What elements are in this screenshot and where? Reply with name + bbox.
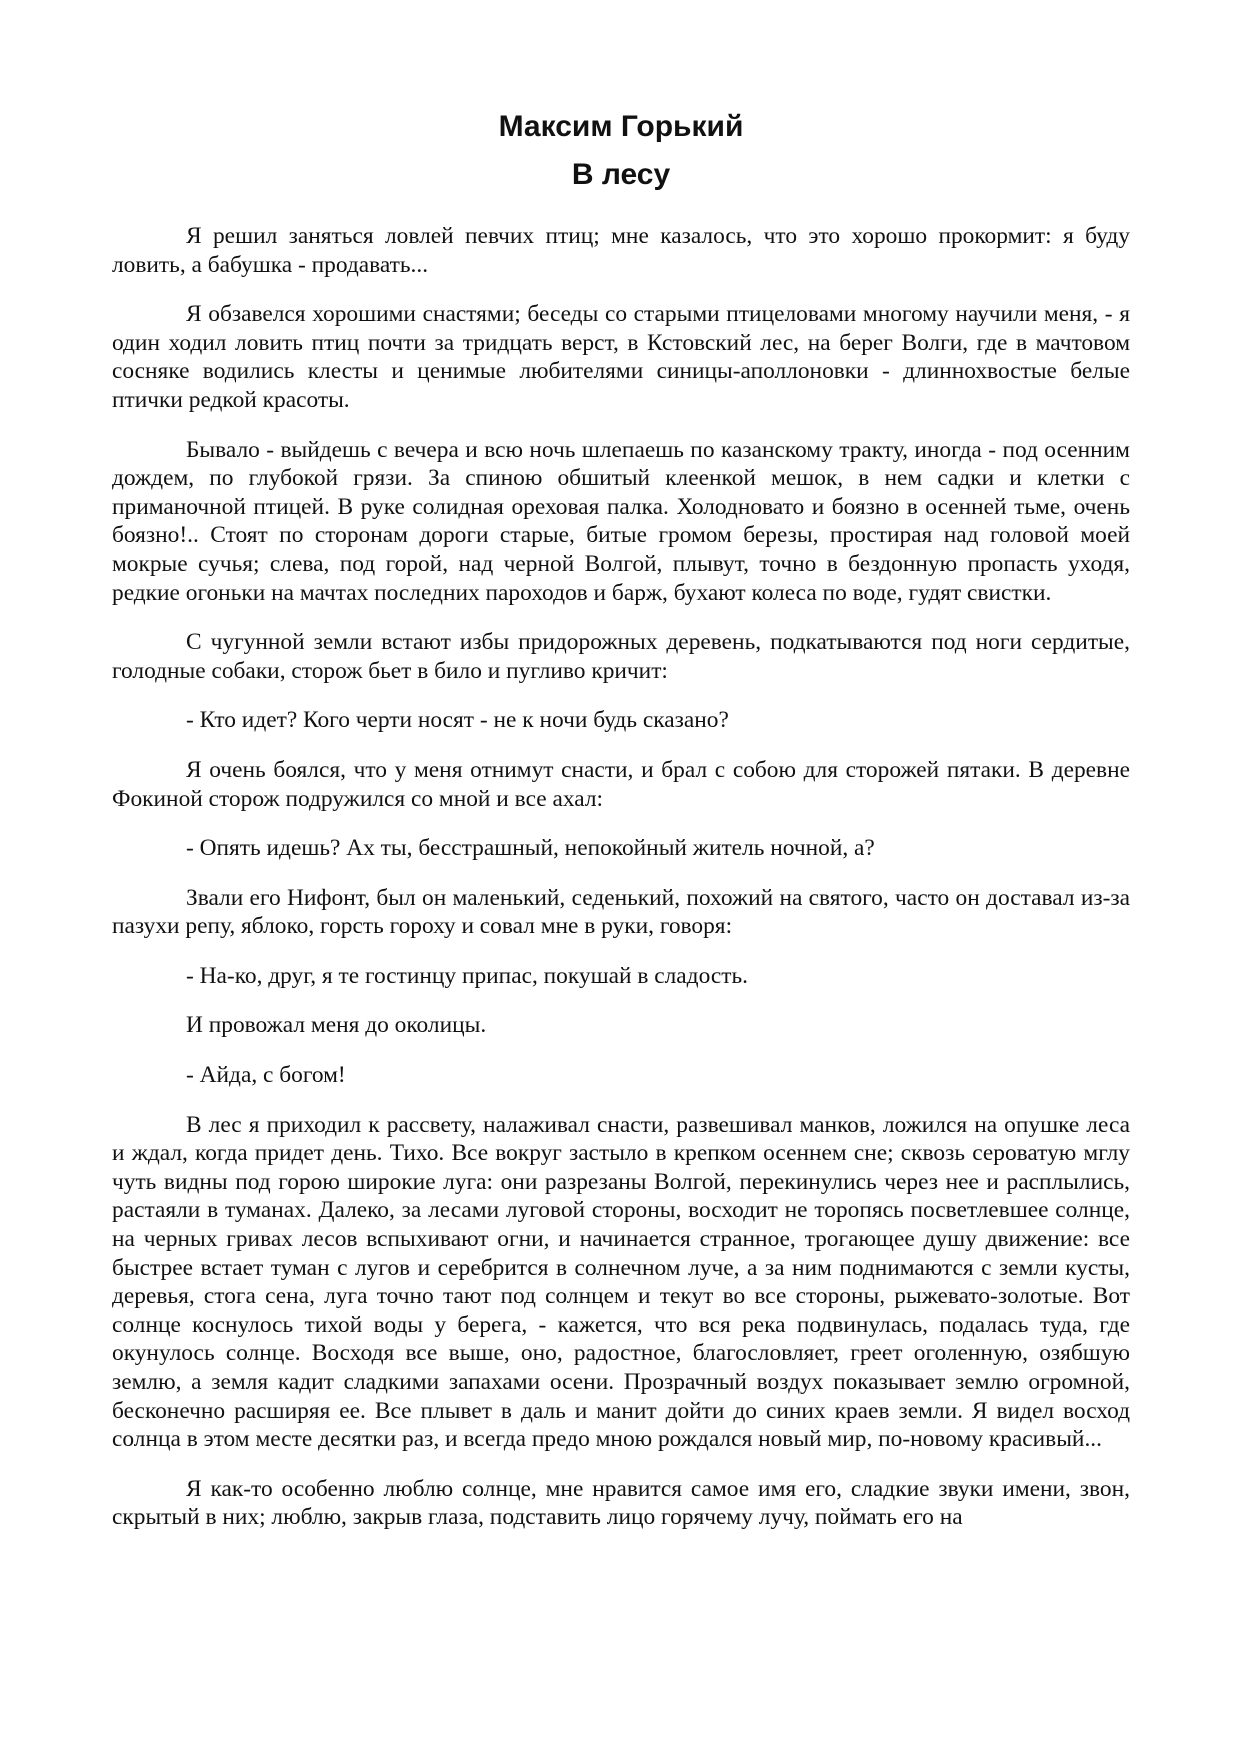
dialogue-line: - Кто идет? Кого черти носят - не к ночи будь сказано?: [186, 707, 729, 734]
document-title: В лесу: [571, 158, 671, 191]
paragraph: Бывало - выйдешь с вечера и всю ночь шлепаешь по казанскому тракту, иногда - под осенним дождем, по глубокой грязи. За спиною обшитый клеенкой мешок, в нем садки и клетки с приманочной птицей. В руке солидная ореховая палка. Холодновато и боязно в осенней тьме, очень боязно!.. Стоят по сторонам дороги старые, битые громом березы, простирая над головой моей мокрые сучья; слева, под горой, над черной Волгой, плывут, точно в бездонную пропасть уходя, редкие огоньки на мачтах последних пароходов и барж, бухают колеса по воде, гудят свистки.: [112, 436, 1130, 606]
paragraph: Я решил заняться ловлей певчих птиц; мне казалось, что это хорошо прокормит: я буду ловить, а бабушка - продавать...: [112, 223, 1130, 278]
paragraph: Я как-то особенно люблю солнце, мне нравится самое имя его, сладкие звуки имени, звон, скрытый в них; люблю, закрыв глаза, подставить лицо горячему лучу, поймать его на: [112, 1475, 1130, 1531]
document-body: [112, 222, 1130, 1553]
paragraph: Я очень боялся, что у меня отнимут снасти, и брал с собою для сторожей пятаки. В деревне Фокиной сторож подружился со мной и все ахал:: [112, 756, 1130, 812]
paragraph: Звали его Нифонт, был он маленький, седенький, похожий на святого, часто он доставал из-за пазухи репу, яблоко, горсть гороху и совал мне в руки, говоря:: [112, 884, 1130, 940]
paragraph: С чугунной земли встают избы придорожных деревень, подкатываются под ноги сердитые, голодные собаки, сторож бьет в било и пугливо кричит:: [112, 629, 1130, 684]
paragraph: И провожал меня до околицы.: [186, 1012, 487, 1039]
dialogue-line: - На-ко, друг, я те гостинцу припас, покушай в сладость.: [186, 962, 748, 989]
paragraph: Я обзавелся хорошими снастями; беседы со старыми птицеловами многому научили меня, - я один ходил ловить птиц почти за тридцать верст, в Кстовский лес, на берег Волги, где в мачтовом сосняке водились клесты и ценимые любителями синицы-аполлоновки - длиннохвостые белые птички редкой красоты.: [112, 301, 1130, 413]
document-header: [0, 108, 1242, 194]
author-name: Максим Горький: [498, 110, 744, 143]
dialogue-line: - Айда, с богом!: [186, 1062, 346, 1089]
dialogue-line: - Опять идешь? Ах ты, бесстрашный, непокойный житель ночной, а?: [186, 835, 875, 862]
paragraph: В лес я приходил к рассвету, налаживал снасти, развешивал манков, ложился на опушке леса и ждал, когда придет день. Тихо. Все вокруг застыло в крепком осеннем сне; сквозь сероватую мглу чуть видны под горою широкие луга: они разрезаны Волгой, перекинулись через нее и расплылись, растаяли в туманах. Далеко, за лесами луговой стороны, восходит не торопясь посветлевшее солнце, на черных гривах лесов вспыхивают огни, и начинается странное, трогающее душу движение: все быстрее встает туман с лугов и серебрится в солнечном луче, а за ним поднимаются с земли кусты, деревья, стога сена, луга точно тают под солнцем и текут во все стороны, рыжевато-золотые. Вот солнце коснулось тихой воды у берега, - кажется, что вся река подвинулась, подалась туда, где окунулось солнце. Восходя все выше, оно, радостное, благословляет, греет оголенную, озябшую землю, а земля кадит сладкими запахами осени. Прозрачный воздух показывает землю огромной, бесконечно расширяя ее. Все плывет в даль и манит дойти до синих краев земли. Я видел восход солнца в этом месте десятки раз, и всегда предо мною рождался новый мир, по-новому красивый...: [112, 1111, 1130, 1453]
